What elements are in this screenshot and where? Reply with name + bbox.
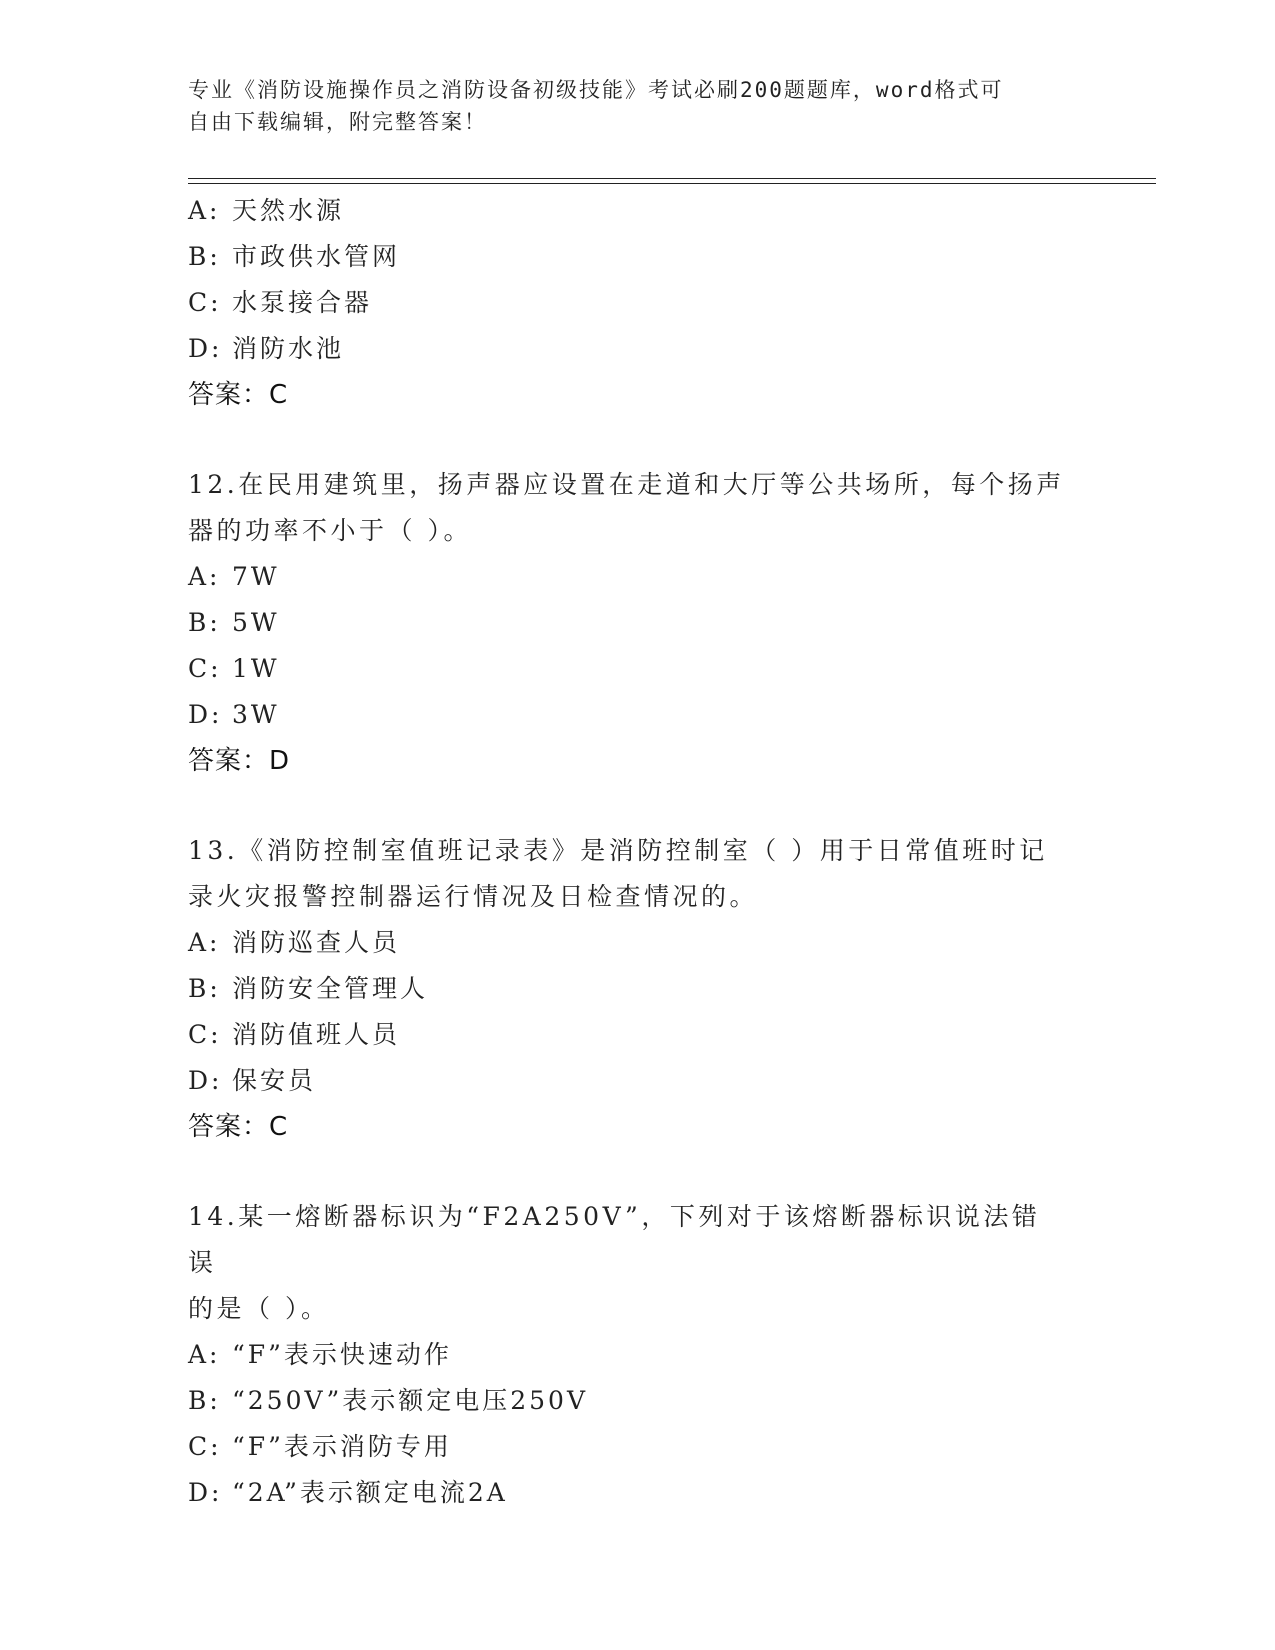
option-a: A: “F”表示快速动作 [188,1340,452,1369]
option-a: A: 消防巡查人员 [188,928,401,957]
question-14 [188,1194,1088,1516]
option-d: D: 保安员 [188,1066,317,1095]
option-b: B: 消防安全管理人 [188,974,429,1003]
answer-text: 答案：C [188,380,289,410]
spacer [188,418,1088,462]
option-d: D: “2A”表示额定电流2A [188,1478,508,1507]
option-d: D: 消防水池 [188,334,345,363]
option-c: C: 水泵接合器 [188,288,373,317]
question-stem: 13.《消防控制室值班记录表》是消防控制室（ ）用于日常值班时记 录火灾报警控制器运行情况及日检查情况的。 [188,836,1048,911]
spacer [188,784,1088,828]
question-11 [188,188,1088,418]
option-b: B: 5W [188,608,280,637]
document-header [188,74,1088,138]
option-a: A: 7W [188,562,280,591]
question-list [188,188,1088,1516]
option-b: B: 市政供水管网 [188,242,401,271]
option-b: B: “250V”表示额定电压250V [188,1386,589,1415]
question-stem: 14.某一熔断器标识为“F2A250V”，下列对于该熔断器标识说法错误 的是（ ）。 [188,1202,1041,1323]
question-12 [188,462,1088,784]
option-c: C: 1W [188,654,280,683]
option-d: D: 3W [188,700,280,729]
question-13 [188,828,1088,1150]
header-line-2: 自由下载编辑，附完整答案！ [188,110,487,134]
spacer [188,1150,1088,1194]
option-c: C: 消防值班人员 [188,1020,401,1049]
option-a: A: 天然水源 [188,196,345,225]
answer-text: 答案：D [188,746,291,776]
question-stem: 12.在民用建筑里，扬声器应设置在走道和大厅等公共场所，每个扬声 器的功率不小于（ ）。 [188,470,1065,545]
header-divider-bottom [188,183,1156,184]
answer-text: 答案：C [188,1112,289,1142]
header-line-1: 专业《消防设施操作员之消防设备初级技能》考试必刷200题题库，word格式可 [188,78,1004,102]
option-c: C: “F”表示消防专用 [188,1432,452,1461]
header-divider-top [188,178,1156,179]
